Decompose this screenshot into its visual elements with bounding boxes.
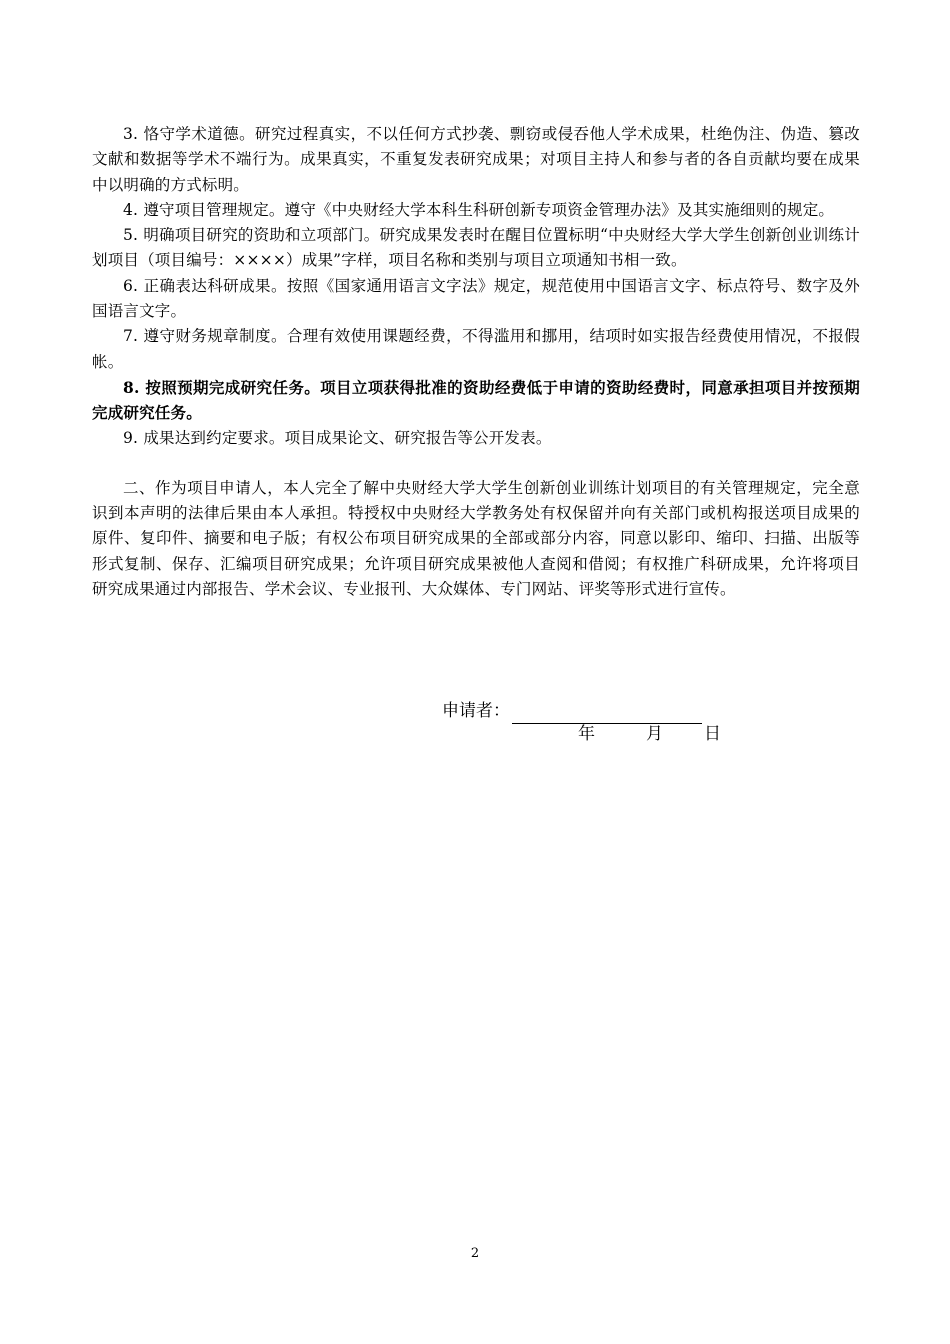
clause-5: 5. 明确项目研究的资助和立项部门。研究成果发表时在醒目位置标明“中央财经大学大学生创新创业训练计划项目（项目编号：××××）成果”字样，项目名称和类别与项目立项通知书相一致。 (92, 226, 860, 270)
section-two-paragraph: 二、作为项目申请人，本人完全了解中央财经大学大学生创新创业训练计划项目的有关管理规定，完全意识到本声明的法律后果由本人承担。特授权中央财经大学教务处有权保留并向有关部门或机构报送项目成果的原件、复印件、摘要和电子版；有权公布项目研究成果的全部或部分内容，同意以影印、缩印、扫描、出版等形式复制、保存、汇编项目研究成果；允许项目研究成果被他人查阅和借阅；有权推广科研成果，允许将项目研究成果通过内部报告、学术会议、专业报刊、大众媒体、专门网站、评奖等形式进行宣传。 (92, 478, 860, 599)
clause-3: 3. 恪守学术道德。研究过程真实，不以任何方式抄袭、剽窃或侵吞他人学术成果，杜绝伪注、伪造、篡改文献和数据等学术不端行为。成果真实，不重复发表研究成果；对项目主持人和参与者的各自贡献均要在成果中以明确的方式标明。 (92, 125, 860, 194)
page-number: 2 (470, 1246, 480, 1261)
clause-7: 7. 遵守财务规章制度。合理有效使用课题经费，不得滥用和挪用，结项时如实报告经费使用情况，不报假帐。 (92, 327, 860, 371)
signature-date (578, 722, 721, 746)
date-month-label: 月 (646, 724, 663, 744)
declaration-body (92, 122, 860, 602)
applicant-label: 申请者： (442, 701, 510, 721)
date-year-label: 年 (578, 724, 595, 744)
clause-8: 8. 按照预期完成研究任务。项目立项获得批准的资助经费低于申请的资助经费时，同意承担项目并按预期完成研究任务。 (92, 377, 860, 423)
applicant-signature (442, 698, 702, 724)
clause-4: 4. 遵守项目管理规定。遵守《中央财经大学本科生科研创新专项资金管理办法》及其实施细则的规定。 (123, 200, 835, 219)
signature-line[interactable] (512, 703, 702, 724)
date-day-label: 日 (704, 724, 721, 744)
clause-9: 9. 成果达到约定要求。项目成果论文、研究报告等公开发表。 (123, 428, 552, 447)
clause-6: 6. 正确表达科研成果。按照《国家通用语言文字法》规定，规范使用中国语言文字、标点符号、数字及外国语言文字。 (92, 276, 860, 321)
